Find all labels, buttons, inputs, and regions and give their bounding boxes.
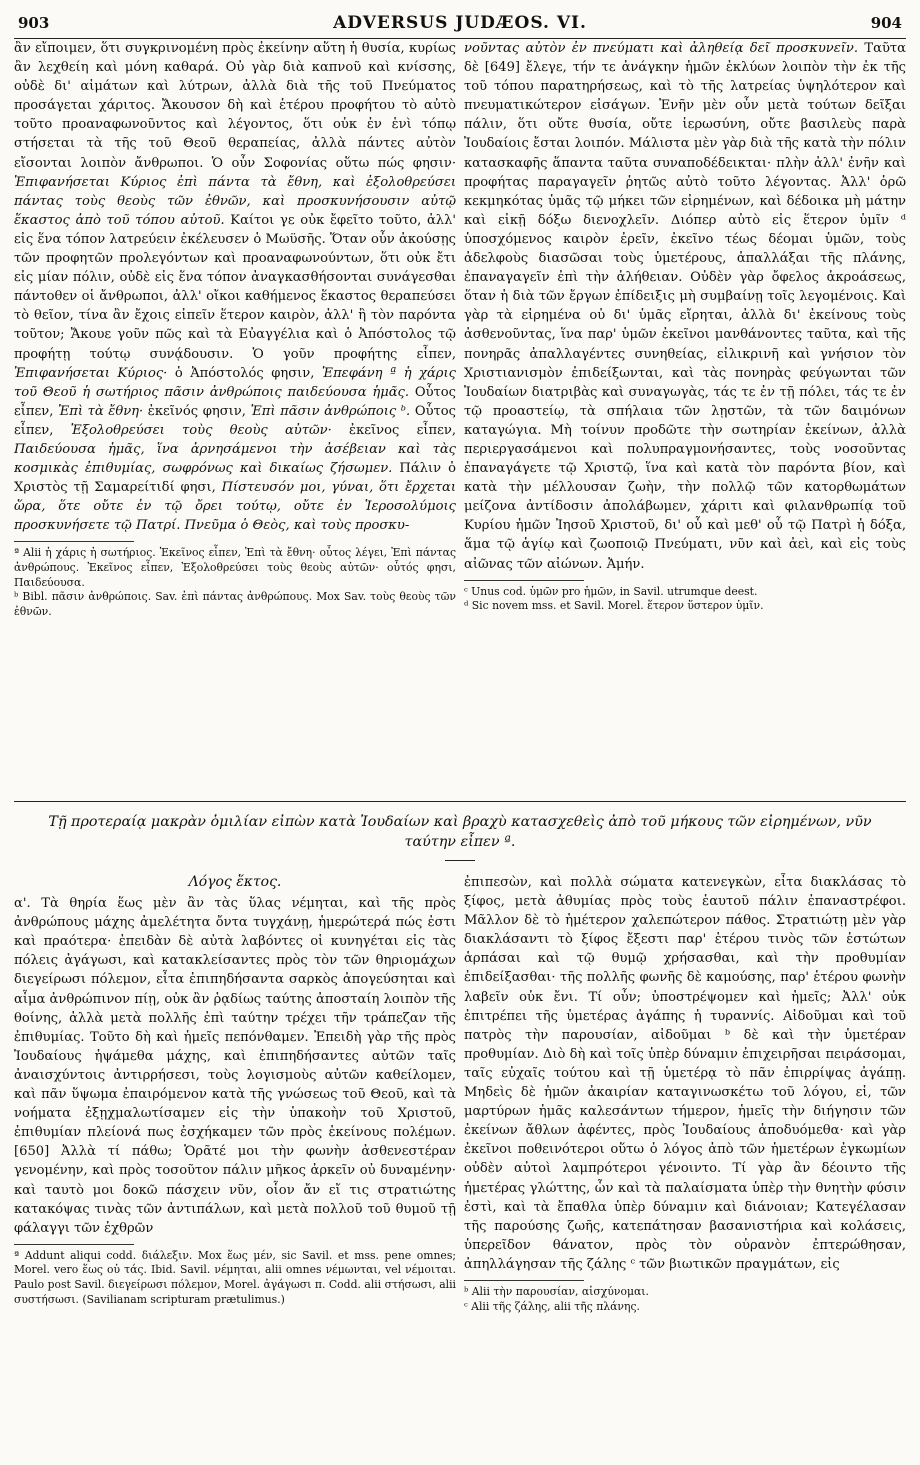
upper-columns	[14, 39, 906, 797]
text-span: Πάλιν ὁ Χριστὸς τῇ Σαμαρείτιδί φησι,	[14, 461, 456, 496]
lower-right-text: ἐπιπεσὼν, καὶ πολλὰ σώματα κατενεγκὼν, εἶτα διακλάσας τὸ ξίφος, μετὰ ἀθυμίας πρὸς τοὺς ἑαυτοῦ πάλιν ἐπαναστρέφοι. Μᾶλλον δὲ τὸ ἡμέτερον χαλεπώτερον πάθος. Στρατιώτῃ μὲν γὰρ διακλάσαντι τὸ ξίφος ἔξεστι παρ' ἑτέρου τινὸς τῶν ἑστώτων ἁρπάσαι καὶ τῷ θυμῷ χρήσασθαι, καὶ τὴν προθυμίαν ἐπιδείξασθαι· τῆς πολλῆς φωνῆς δὲ καμούσης, παρ' ἑτέρου φωνὴν λαβεῖν οὐκ ἔνι. Τί οὖν; ὑποστρέψομεν καὶ ἡμεῖς; Ἀλλ' οὐκ ἐπιτρέπει τῆς ὑμετέρας ἀγάπης ἡ τυραννίς. Αἰδοῦμαι καὶ τοῦ πατρὸς τὴν παρουσίαν, αἰδοῦμαι ᵇ δὲ καὶ τὴν ὑμετέραν προθυμίαν. Διὸ δὴ καὶ τοῖς ὑπὲρ δύναμιν ἐπιχειρῆσαι πειράσομαι, ταῖς εὐχαῖς τούτου καὶ τῇ ὑμετέρᾳ τὸ πᾶν ἐπιρρίψας ἀγάπῃ. Μηδεὶς δὲ ἡμῶν ἀκαιρίαν καταγινωσκέτω τοῦ λόγου, εἰ, τῶν μαρτύρων ἡμᾶς καλεσάντων τήμερον, ἡμεῖς τὴν διήγησιν τῶν ἐκείνων ἄθλων ἀφέντες, πρὸς Ἰουδαίους ἀποδυόμεθα· καὶ γὰρ ἐκεῖνοι ποθεινότεροι οὕτω ὁ λόγος ἀπὸ τῶν ἡμετέρων ἐγκωμίων οὐδὲν αὐτοὶ λαμπρότεροι γένοιντο. Τί γὰρ ἂν δέοιντο τῆς ἡμετέρας γλώττης, ὧν καὶ τὰ παλαίσματα ὑπὲρ τὴν θνητὴν φύσιν ἐστὶ, καὶ τὰ ἔπαθλα ὑπὲρ δύναμιν καὶ διάνοιαν; Κατεγέλασαν τῆς παρούσης ζωῆς, κατεπάτησαν βασανιστήρια καὶ κολάσεις, ὑπερεῖδον θάνατον, πρὸς τὸν οὐρανὸν ἐπτερώθησαν, ἀπηλλάγησαν τῆς ζάλης ᶜ τῶν βιωτικῶν πραγμάτων, εἰς	[464, 875, 906, 1272]
running-title: ADVERSUS JUDÆOS. VI.	[333, 13, 587, 33]
lower-left-text: α'. Τὰ θηρία ἕως μὲν ἂν τὰς ὕλας νέμηται, καὶ τῆς πρὸς ἀνθρώπους μάχης ἀμελέτητα ὄντα τυγχάνῃ, ἡμερώτερά πώς ἐστι καὶ πραότερα· ἐπειδὰν δὲ αὐτὰ λαβόντες οἱ κυνηγέται εἰς τὰς πόλεις ἀγάγωσι, καὶ κατακλείσαντες πρὸς τὸν τῶν θηριομάχων διεγείρωσι πόλεμον, εἶτα ἐπιπηδήσαντα σαρκὸς ἀπογεύσηται καὶ αἷμα ἀνθρώπινον πίῃ, οὐκ ἂν ῥᾳδίως ταύτης ἀποσταίη λοιπὸν τῆς θοίνης, ἀλλὰ μετὰ πολλῆς ἐπὶ ταύτην τρέχει τῆν τράπεζαν τῆς ἐπιθυμίας. Τοῦτο δὴ καὶ ἡμεῖς πεπόνθαμεν. Ἐπειδὴ γὰρ τῆς πρὸς Ἰουδαίους ἡψάμεθα μάχης, καὶ ἐπιπηδήσαντες αὐτῶν ταῖς ἀναισχύντοις ἀντιρρήσεσι, τοὺς λογισμοὺς αὐτῶν καθείλομεν, καὶ πᾶν ὕψωμα ἐπαιρόμενον κατὰ τῆς γνώσεως τοῦ Θεοῦ, καὶ τὰ νοήματα ἐξῃχμαλωτίσαμεν εἰς τὴν ὑπακοὴν τοῦ Χριστοῦ, ἐπιθυμίαν πλείονά πως ἐσχήκαμεν τῶν πρὸς ἐκείνους πολέμων. [650] Ἀλλὰ τί πάθω; Ὁρᾶτέ μοι τὴν φωνὴν ἀσθενεστέραν γενομένην, καὶ πρὸς τοσοῦτον πάλιν μῆκος ἀρκεῖν οὐ δυναμένην· καὶ ταυτὸ μοι δοκῶ πάσχειν νῦν, οἷον ἄν εἴ τις στρατιώτης κατακόψας τινὰς τῶν ἀντιπάλων, καὶ μετὰ πολλοῦ τοῦ θυμοῦ τῇ φάλαγγι τῶν ἐχθρῶν	[14, 896, 456, 1236]
footnote-rule	[14, 541, 134, 542]
quote-span: Ἐξολοθρεύσει τοὺς θεοὺς αὐτῶν·	[70, 422, 332, 438]
text-span: ὁ Ἀπόστολός φησιν,	[174, 365, 315, 381]
text-span: Ταῦτα δὲ [649] ἔλεγε, τήν τε ἀνάγκην ἡμῶν ἐκλύων λοιπὸν τὴν ἐκ τῆς τοῦ τόπου παρατηρήσεως, καὶ τὸ τῆς λατρείας ὑψηλότερον καὶ πνευματικώτερον εἰσάγων. Ἐνῆν μὲν οὖν μετὰ τούτων δεῖξαι πάλιν, ὅτι οὔτε θυσία, οὔτε ἱερωσύνη, οὔτε βασιλεὺς παρὰ Ἰουδαίοις ἔσται λοιπόν. Μάλιστα μὲν γὰρ διὰ τῆς κατὰ τὴν πόλιν κατασκαφῆς ἅπαντα ταῦτα συναποδέδεικται· πλὴν ἀλλ' ἐνῆν καὶ προφήτας παραγαγεῖν ῥητῶς αὐτὸ τοῦτο λέγοντας. Ἀλλ' ὁρῶ κεκμηκότας ὑμᾶς τῷ μήκει τῶν εἰρημένων, καὶ δέδοικα μὴ μάτην καὶ εἰκῇ δόξω διενοχλεῖν. Διόπερ αὐτὸ εἰς ἕτερον ὑμῖν ᵈ ὑποσχόμενος καιρὸν ἐρεῖν, ἐκεῖνο τέως δέομαι ὑμῶν, τοὺς ἀδελφοὺς διασῶσαι τοὺς ὑμετέρους, ἀπαλλάξαι τῆς πλάνης, ἐπαναγαγεῖν ἐπὶ τὴν ἀλήθειαν. Οὐδὲν γὰρ ὄφελος ἀκροάσεως, ὅταν ἡ διὰ τῶν ἔργων ἐπίδειξις μὴ συμβαίνῃ τοῖς λεγομένοις. Καὶ γὰρ τὰ εἰρημένα οὐ δι' ὑμᾶς εἴρηται, ἀλλὰ δι' ἐκείνους τοὺς ἀσθενοῦντας, ἵνα παρ' ὑμῶν ἐκεῖνοι μανθάνοντες ταῦτα, καὶ τῆς πονηρᾶς ἀπαλλαγέντες συνηθείας, εἰλικρινῆ καὶ γνήσιον τὸν Χριστιανισμὸν ἐπιδείξωνται, καὶ τὰς πονηρὰς φεύγωνται τῶν Ἰουδαίων διατριβὰς καὶ συναγωγὰς, τάς τε ἐν τῇ πόλει, τάς τε ἐν τῷ προαστείῳ, τὰ σπήλαια τῶν λῃστῶν, τὰ τῶν δαιμόνων καταγώγια. Μὴ τοίνυν προδῶτε τὴν σωτηρίαν ἐκείνων, ἀλλὰ περιεργασάμενοι καὶ πολυπραγμονήσαντες, τοὺς νοσοῦντας ἐπαναγάγετε τῷ Χριστῷ, ἵνα καὶ κατὰ τὸν παρόντα βίον, καὶ κατὰ τὴν μέλλουσαν ζωὴν, τὴν πολλῷ τῶν κατορθωμάτων μείζονα ἀντίδοσιν ἀπολάβωμεν, χάριτι καὶ φιλανθρωπίᾳ τοῦ Κυρίου ἡμῶν Ἰησοῦ Χριστοῦ, δι' οὗ καὶ μεθ' οὗ τῷ Πατρὶ ἡ δόξα, ἅμα τῷ ἁγίῳ καὶ ζωοποιῷ Πνεύματι, νῦν καὶ ἀεὶ, καὶ εἰς τοὺς αἰῶνας τῶν αἰώνων. Ἀμήν.	[464, 41, 906, 572]
footnote-rule	[464, 1280, 584, 1281]
text-span: Καίτοι γε οὐκ ἔφεῖτο τοῦτο, ἀλλ' εἰς ἕνα τόπον λατρεύειν ἐκέλευσεν ὁ Μωϋσῆς. Ὅταν οὖν ἀκούσῃς τῶν προφητῶν προλεγόντων καὶ προαναφωνούντων, ὅτι οὐκ ἔτι εἰς μίαν πόλιν, οὐδὲ εἰς ἕνα τόπον ἀναγκασθήσονται συνάγεσθαι πάντοθεν οἱ ἄνθρωποι, ἀλλ' οἴκοι καθήμενος ἕκαστος θεραπεύσει τὸ θεῖον, τίνα ἂν ἔχοις εἰπεῖν ἕτερον καιρὸν, ἀλλ' ἢ τὸν παρόντα τοῦτον; Ἄκουε γοῦν πῶς καὶ τὰ Εὐαγγέλια καὶ ὁ Ἀπόστολος τῷ προφήτῃ τούτῳ συνᾴδουσιν. Ὁ γοῦν προφήτης εἶπεν,	[14, 212, 456, 362]
upper-right-footnotes	[464, 585, 906, 614]
running-header	[14, 8, 906, 39]
lower-right-column	[464, 873, 906, 1465]
lower-right-footnotes	[464, 1285, 906, 1314]
lower-left-footnote: ª Addunt aliqui codd. διάλεξιν. Mox ἕως μέν, sic Savil. et mss. pene omnes; Morel. vero ἕως οὐ τάς. Ibid. Savil. νέμηται, alii omnes νέμωνται, vel νέμοιται. Paulo post Savil. διεγείρωσι πόλεμον, Morel. ἀγάγωσι π. Codd. alii στήσωσι, alii συστήσωσι. (Savilianam scripturam prætulimus.)	[14, 1248, 456, 1306]
quote-span: Πίστευσόν μοι, γύναι, ὅτι ἔρχεται ὥρα, ὅτε οὔτε ἐν τῷ ὄρει τούτῳ, οὔτε ἐν Ἱεροσολύμοις προσκυνήσετε τῷ Πατρί. Πνεῦμα ὁ Θεὸς, καὶ τοὺς προσκυ-	[14, 480, 456, 534]
quote-span: Παιδεύουσα ἡμᾶς, ἵνα ἀρνησάμενοι τὴν ἀσέβειαν καὶ τὰς κοσμικὰς ἐπιθυμίας, σωφρόνως καὶ δικαίως ζήσωμεν.	[14, 441, 456, 477]
page-number-right: 904	[870, 14, 902, 32]
footnote: ᶜ Unus cod. ὑμῶν pro ἡμῶν, in Savil. utrumque deest.	[464, 584, 758, 598]
heading-dash	[445, 860, 475, 861]
footnote: ᵇ Bibl. πᾶσιν ἀνθρώποις. Sav. ἐπὶ πάντας ἀνθρώπους. Mox Sav. τοὺς θεοὺς τῶν ἐθνῶν.	[14, 590, 456, 618]
text-span: Οὗτος εἶπεν,	[14, 384, 456, 419]
homily-heading: Τῇ προτεραίᾳ μακρὰν ὁμιλίαν εἰπὼν κατὰ Ἰουδαίων καὶ βραχὺ κατασχεθεὶς ἀπὸ τοῦ μήκους τῶν εἰρημένων, νῦν ταύτην εἶπεν ª.	[48, 814, 872, 850]
logos-title: Λόγος ἕκτος.	[188, 874, 282, 890]
quote-span: Ἐπιφανήσεται Κύριος ἐπὶ πάντα τὰ ἔθνη, καὶ ἐξολοθρεύσει πάντας τοὺς θεοὺς τῶν ἐθνῶν, καὶ προσκυνήσουσιν αὐτῷ ἕκαστος ἀπὸ τοῦ τόπου αὐτοῦ.	[14, 174, 456, 228]
quote-span: νοῦντας αὐτὸν ἐν πνεύματι καὶ ἀληθείᾳ δεῖ προσκυνεῖν.	[464, 41, 859, 56]
footnote-rule	[14, 1244, 134, 1245]
quote-span: Ἐπιφανήσεται Κύριος·	[14, 365, 168, 381]
text-span: Οὗτος εἶπεν,	[14, 403, 456, 438]
footnote-rule	[464, 580, 584, 581]
lower-left-column	[14, 873, 456, 1465]
upper-right-text	[464, 39, 906, 574]
upper-left-footnotes	[14, 546, 456, 619]
text-span: ἂν εἴποιμεν, ὅτι συγκρινομένη πρὸς ἐκείνην αὕτη ἡ θυσία, κυρίως ἂν λεχθείη καὶ μόνη καθαρά. Οὐ γὰρ διὰ καπνοῦ καὶ κνίσσης, οὐδὲ δι' αἱμάτων καὶ λύτρων, ἀλλὰ διὰ τῆς τοῦ Πνεύματος προσάγεται χάριτος. Ἄκουσον δὴ καὶ ἑτέρου προφήτου τὸ αὐτὸ τοῦτο προαναφωνοῦντος καὶ λέγοντος, ὅτι οὐκ ἐν ἑνὶ τόπῳ στήσεται τὰ τῆς τοῦ Θεοῦ θεραπείας, ἀλλὰ πάντες αὐτὸν εἴσονται λοιπὸν ἄνθρωποι. Ὁ οὖν Σοφονίας οὕτω πώς φησιν·	[14, 41, 456, 171]
upper-right-column	[464, 39, 906, 797]
footnote: ᵇ Alii τὴν παρουσίαν, αἰσχύνομαι.	[464, 1284, 649, 1298]
lower-columns	[14, 873, 906, 1465]
text-span: ἐκεῖνός φησιν,	[147, 403, 246, 419]
footnote: ᶜ Alii τῆς ζάλης, alii τῆς πλάνης.	[464, 1299, 640, 1313]
upper-left-text	[14, 39, 456, 535]
quote-span: Ἐπὶ πᾶσιν ἀνθρώποις ᵇ.	[250, 403, 411, 419]
upper-left-column	[14, 39, 456, 797]
quote-span: Ἐπεφάνη ª ἡ χάρις τοῦ Θεοῦ ἡ σωτήριος πᾶσιν ἀνθρώποις παιδεύουσα ἡμᾶς.	[14, 365, 456, 400]
footnote: ª Alii ἡ χάρις ἡ σωτήριος. Ἐκεῖνος εἶπεν, Ἐπὶ τὰ ἔθνη· οὗτος λέγει, Ἐπὶ πάντας ἀνθρώπους. Ἐκεῖνος εἶπεν, Ἐξολοθρεύσει τοὺς θεοὺς αὐτῶν· οὗτός φησι, Παιδεύουσα.	[14, 546, 456, 589]
footnote: ᵈ Sic novem mss. et Savil. Morel. ἕτερον ὕστερον ὑμῖν.	[464, 599, 764, 613]
quote-span: Ἐπὶ τὰ ἔθνη·	[58, 403, 144, 419]
page-number-left: 903	[18, 14, 50, 32]
text-span: ἐκεῖνος εἶπεν,	[349, 422, 456, 438]
